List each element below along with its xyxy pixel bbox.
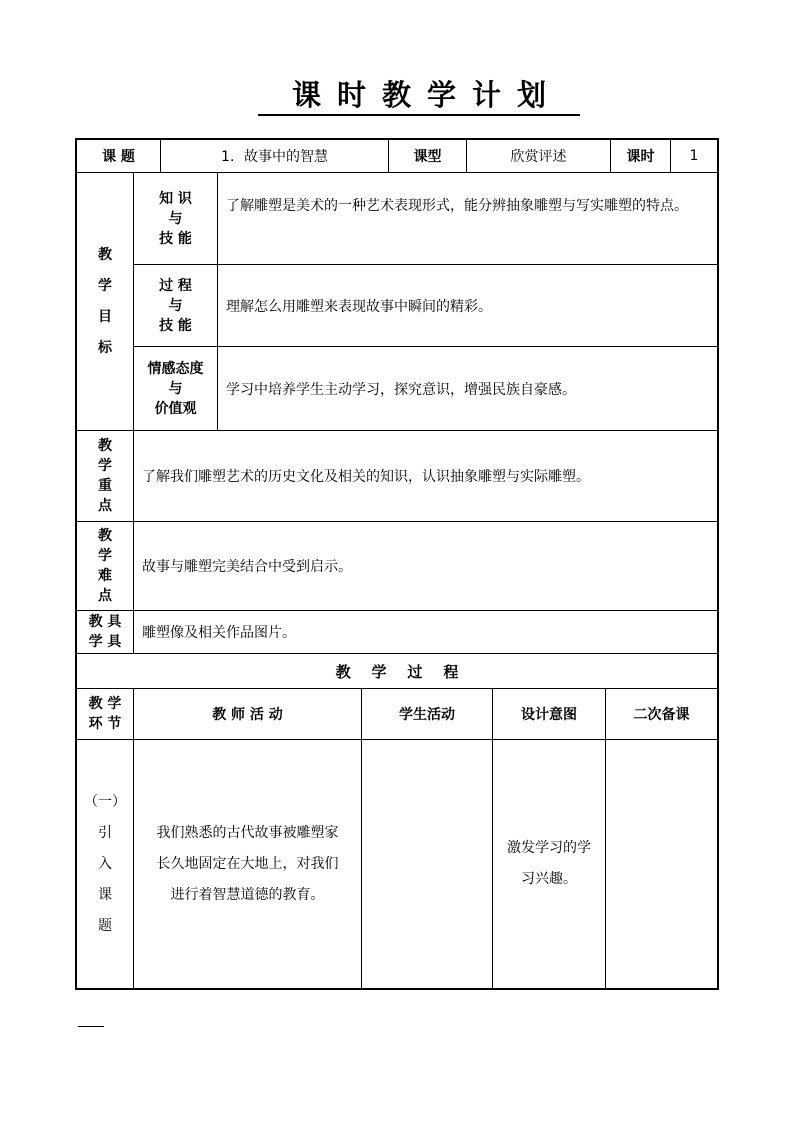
- col-stage-header: 教 学 环 节: [77, 689, 134, 740]
- difficulties-label: 教 学 难 点: [77, 522, 134, 611]
- objective-label-knowledge: 知 识 与 技 能: [134, 173, 218, 265]
- col-notes-header: 二次备课: [606, 689, 717, 740]
- col-student-header: 学生活动: [362, 689, 493, 740]
- type-label: 课型: [389, 140, 467, 173]
- student-activity-cell: [362, 740, 493, 988]
- notes-cell: [606, 740, 717, 988]
- tools-label: 教 具 学 具: [77, 611, 134, 654]
- objective-label-attitude: 情感态度 与 价值观: [134, 347, 218, 431]
- design-intent-cell: 激发学习的学 习兴趣。: [493, 740, 606, 988]
- topic-value: 1．故事中的智慧: [161, 140, 389, 173]
- process-heading: 教 学 过 程: [77, 654, 717, 689]
- stage-cell: （一） 引 入 课 题: [77, 740, 134, 988]
- lesson-plan-table: [75, 138, 719, 990]
- col-teacher-header: 教 师 活 动: [134, 689, 362, 740]
- hours-label: 课时: [611, 140, 671, 173]
- objective-content-knowledge: 了解雕塑是美术的一种艺术表现形式，能分辨抽象雕塑与写实雕塑的特点。: [218, 173, 717, 265]
- objectives-label: 教 学 目 标: [77, 173, 134, 431]
- difficulties-content: 故事与雕塑完美结合中受到启示。: [134, 522, 717, 611]
- tools-content: 雕塑像及相关作品图片。: [134, 611, 717, 654]
- page-title: 课时教学计划: [258, 76, 580, 116]
- type-value: 欣赏评述: [467, 140, 611, 173]
- teacher-activity-cell: 我们熟悉的古代故事被雕塑家 长久地固定在大地上，对我们 进行着智慧道德的教育。: [134, 740, 362, 988]
- footer-rule: [78, 1026, 104, 1027]
- objective-label-process: 过 程 与 技 能: [134, 265, 218, 347]
- topic-label: 课 题: [77, 140, 161, 173]
- key-points-content: 了解我们雕塑艺术的历史文化及相关的知识，认识抽象雕塑与实际雕塑。: [134, 431, 717, 522]
- key-points-label: 教 学 重 点: [77, 431, 134, 522]
- hours-value: 1: [671, 140, 717, 173]
- objective-content-attitude: 学习中培养学生主动学习，探究意识，增强民族自豪感。: [218, 347, 717, 431]
- col-design-header: 设计意图: [493, 689, 606, 740]
- objective-content-process: 理解怎么用雕塑来表现故事中瞬间的精彩。: [218, 265, 717, 347]
